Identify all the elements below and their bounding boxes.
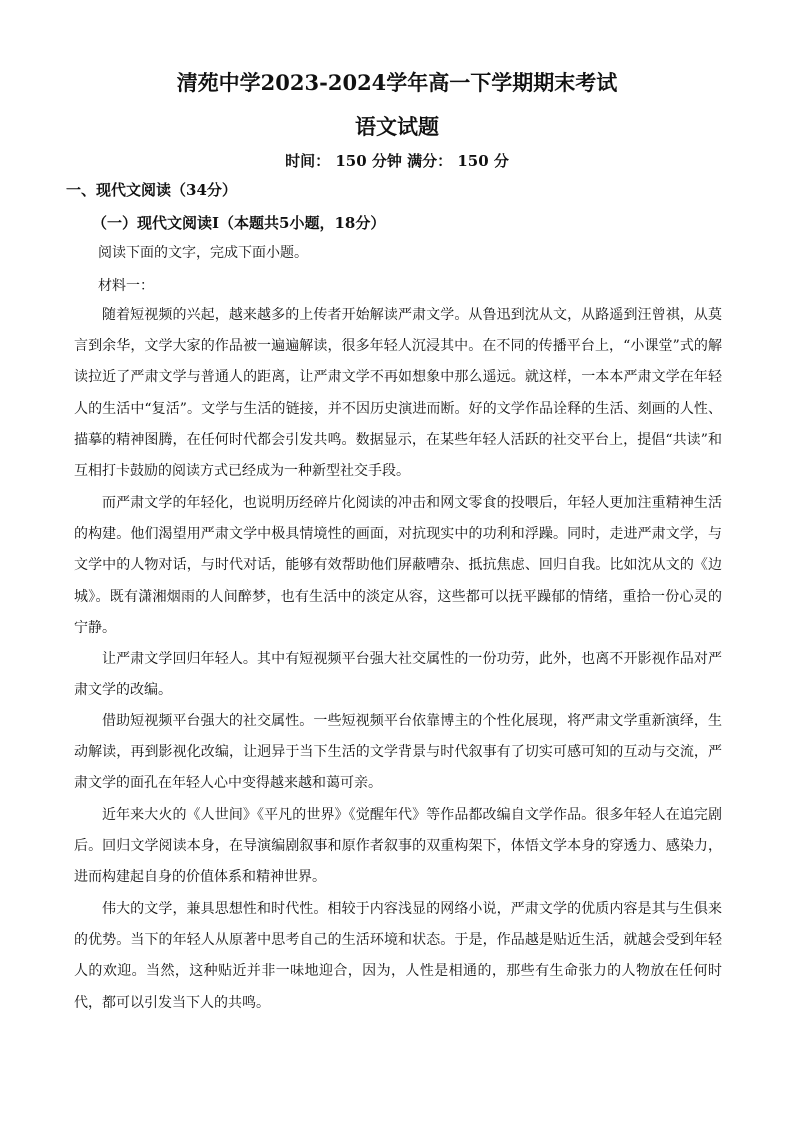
reading-instruction: 阅读下面的文字，完成下面小题。 [98, 245, 308, 261]
material-paragraph-5: 近年来大火的《人世间》《平凡的世界》《觉醒年代》等作品都改编自文学作品。很多年轻人在追完剧后。回归文学阅读本身，在导演编剧叙事和原作者叙事的双重构架下，体悟文学本身的穿透力、感染力，进而构建起自身的价值体系和精神世界。 [74, 807, 722, 886]
exam-info: 时间： 150 分钟 满分： 150 分 [285, 152, 509, 170]
subsection-heading: （一）现代文阅读Ⅰ（本题共5小题，18分） [92, 214, 386, 232]
material-paragraph-1: 随着短视频的兴起，越来越多的上传者开始解读严肃文学。从鲁迅到沈从文，从路遥到汪曾祺，从莫言到余华，文学大家的作品被一遍遍解读，很多年轻人沉浸其中。在不同的传播平台上，“小课堂”式的解读拉近了严肃文学与普通人的距离，让严肃文学不再如想象中那么遥远。就这样，一本本严肃文学在年轻人的生活中“复活”。文学与生活的链接，并不因历史演进而断。好的文学作品诠释的生活、刻画的人性、描摹的精神图腾，在任何时代都会引发共鸣。数据显示，在某些年轻人活跃的社交平台上，提倡“共读”和互相打卡鼓励的阅读方式已经成为一种新型社交手段。 [74, 307, 722, 480]
exam-title: 清苑中学2023-2024学年高一下学期期末考试 [176, 70, 618, 95]
subject-title: 语文试题 [355, 114, 439, 139]
material-paragraph-4: 借助短视频平台强大的社交属性。一些短视频平台依靠博主的个性化展现，将严肃文学重新演绎，生动解读，再到影视化改编，让迥异于当下生活的文学背景与时代叙事有了切实可感可知的互动与交流，严肃文学的面孔在年轻人心中变得越来越和蔼可亲。 [74, 713, 722, 792]
material-paragraph-2: 而严肃文学的年轻化，也说明历经碎片化阅读的冲击和网文零食的投喂后，年轻人更加注重精神生活的构建。他们渴望用严肃文学中极具情境性的画面，对抗现实中的功利和浮躁。同时，走进严肃文学，与文学中的人物对话，与时代对话，能够有效帮助他们屏蔽嘈杂、抵抗焦虑、回归自我。比如沈从文的《边城》。既有潇湘烟雨的人间醉梦，也有生活中的淡定从容，这些都可以抚平躁郁的情绪，重拾一份心灵的宁静。 [74, 495, 722, 636]
section-heading: 一、现代文阅读（34分） [66, 181, 237, 199]
material-paragraph-3: 让严肃文学回归年轻人。其中有短视频平台强大社交属性的一份功劳，此外，也离不开影视作品对严肃文学的改编。 [74, 651, 722, 699]
material-paragraph-6: 伟大的文学，兼具思想性和时代性。相较于内容浅显的网络小说，严肃文学的优质内容是其与生俱来的优势。当下的年轻人从原著中思考自己的生活环境和状态。于是，作品越是贴近生活，就越会受到年轻人的欢迎。当然，这种贴近并非一味地迎合，因为，人性是相通的，那些有生命张力的人物放在任何时代，都可以引发当下人的共鸣。 [74, 901, 722, 1011]
material-label: 材料一： [98, 278, 154, 294]
